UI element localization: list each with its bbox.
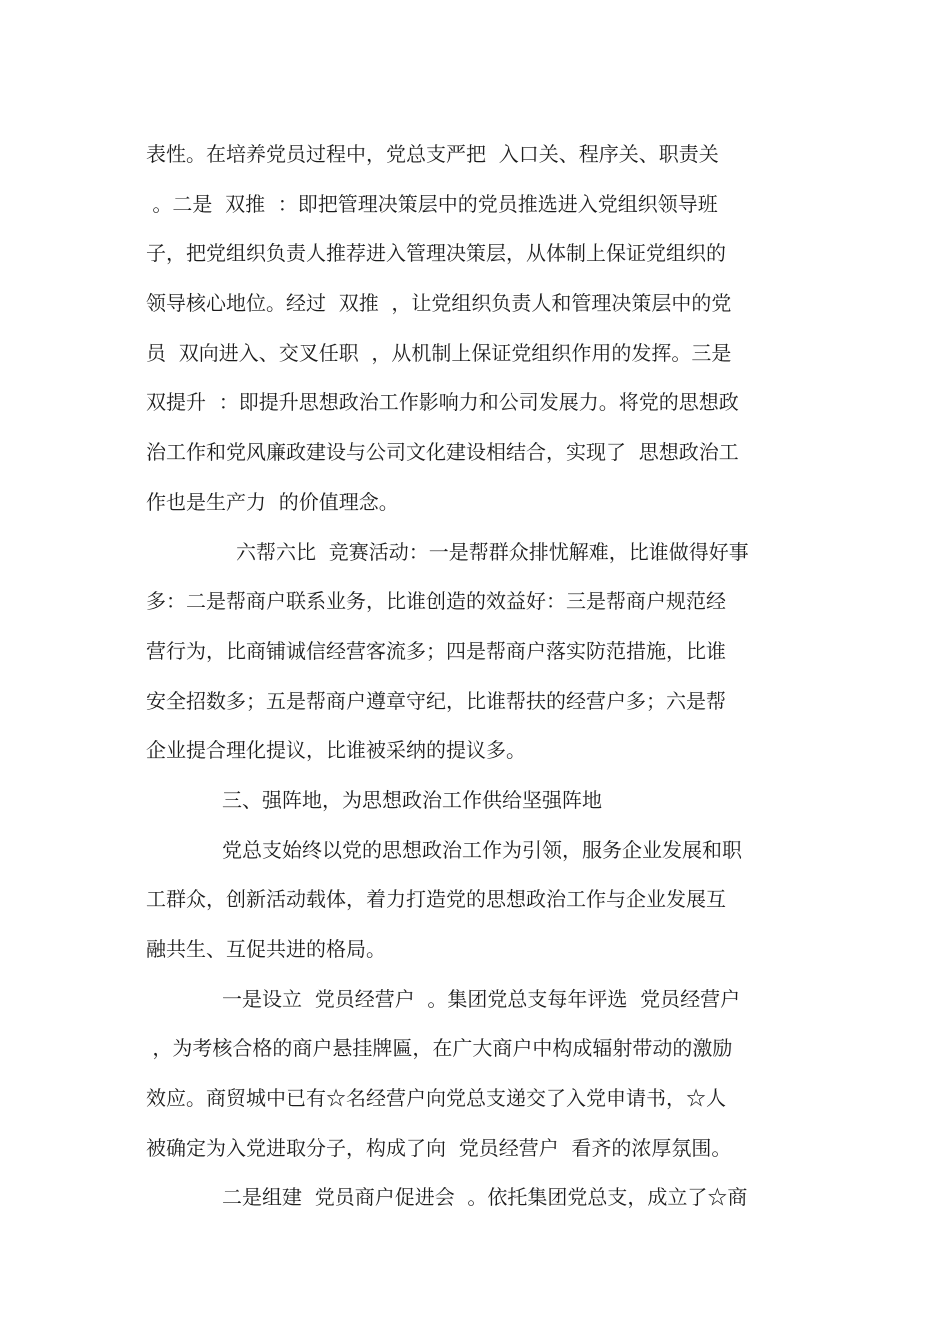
- text-line: 。二是 双推 ：即把管理决策层中的党员推选进入党组织领导班: [146, 191, 718, 216]
- text-line: 六帮六比 竞赛活动：一是帮群众排忧解难，比谁做得好事: [236, 539, 749, 564]
- text-line: 双提升 ：即提升思想政治工作影响力和公司发展力。将党的思想政: [146, 390, 739, 415]
- text-line: 一是设立 党员经营户 。集团党总支每年评选 党员经营户: [222, 986, 741, 1011]
- text-line: 营行为，比商铺诚信经营客流多；四是帮商户落实防范措施，比谁: [146, 638, 726, 663]
- text-line: 被确定为入党进取分子，构成了向 党员经营户 看齐的浓厚氛围。: [146, 1135, 732, 1160]
- text-line: 作也是生产力 的价值理念。: [146, 489, 399, 514]
- text-line: 工群众，创新活动载体，着力打造党的思想政治工作与企业发展互: [146, 887, 726, 912]
- text-line: 表性。在培养党员过程中，党总支严把 入口关、程序关、职责关: [146, 142, 719, 166]
- text-line: 领导核心地位。经过 双推 ，让党组织负责人和管理决策层中的党: [146, 291, 732, 316]
- text-line: 党总支始终以党的思想政治工作为引领，服务企业发展和职: [222, 837, 742, 862]
- text-line: 多：二是帮商户联系业务，比谁创造的效益好：三是帮商户规范经: [146, 589, 726, 614]
- text-line: 企业提合理化提议，比谁被采纳的提议多。: [146, 738, 526, 763]
- text-line: ，为考核合格的商户悬挂牌匾，在广大商户中构成辐射带动的激励: [146, 1036, 733, 1061]
- text-line: 治工作和党风廉政建设与公司文化建设相结合，实现了 思想政治工: [146, 440, 739, 465]
- text-line: 融共生、互促共进的格局。: [146, 937, 386, 961]
- text-line: 安全招数多；五是帮商户遵章守纪，比谁帮扶的经营户多；六是帮: [146, 688, 726, 713]
- document-body: [146, 130, 808, 1223]
- text-line: 二是组建 党员商户促进会 。依托集团党总支，成立了☆商: [222, 1185, 748, 1210]
- text-line: 子，把党组织负责人推荐进入管理决策层，从体制上保证党组织的: [146, 241, 726, 266]
- text-line: 员 双向进入、交叉任职 ，从机制上保证党组织作用的发挥。三是: [146, 340, 732, 365]
- text-line: 效应。商贸城中已有☆名经营户向党总支递交了入党申请书，☆人: [146, 1086, 726, 1111]
- text-line: 三、强阵地，为思想政治工作供给坚强阵地: [222, 787, 602, 812]
